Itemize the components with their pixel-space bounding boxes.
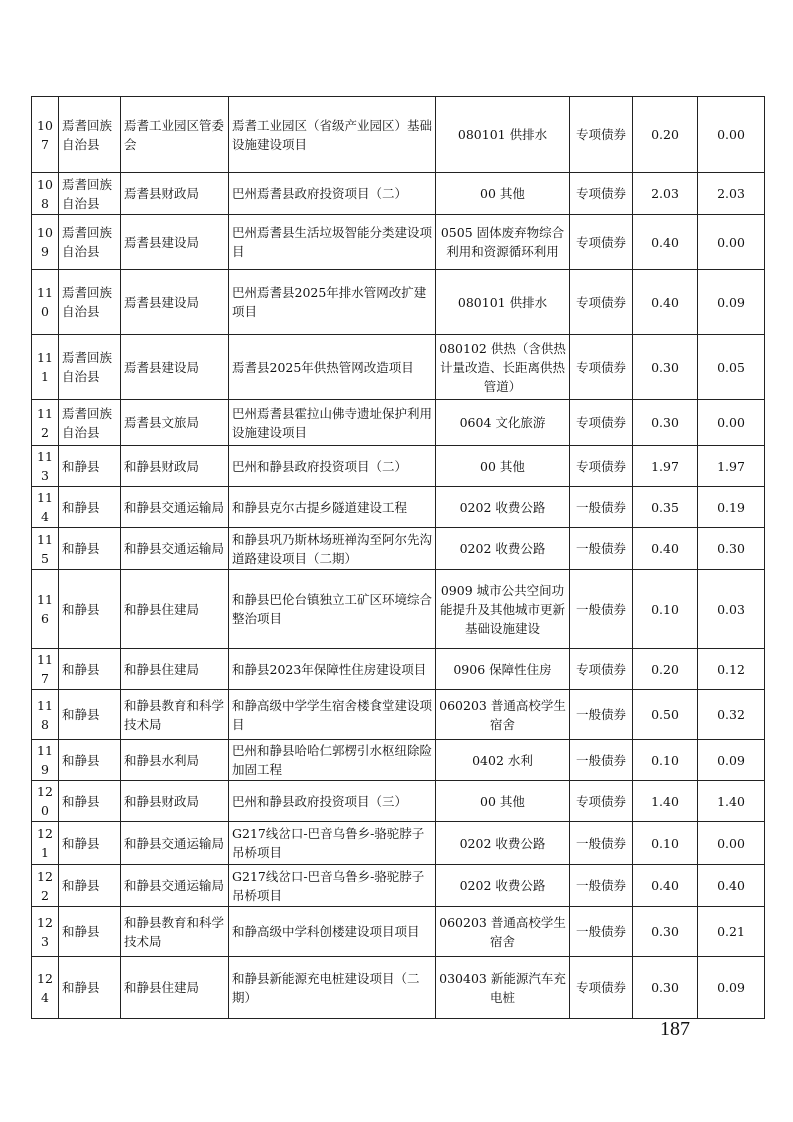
bond-type-cell: 专项债券 bbox=[570, 446, 633, 487]
amount-cell: 0.40 bbox=[633, 528, 698, 570]
row-number: 108 bbox=[32, 173, 59, 215]
bond-type-cell: 专项债券 bbox=[570, 957, 633, 1019]
county-cell: 和静县 bbox=[59, 907, 121, 957]
amount-cell: 0.10 bbox=[633, 740, 698, 781]
row-number: 116 bbox=[32, 570, 59, 649]
department-cell: 焉耆县文旅局 bbox=[121, 400, 229, 446]
amount-cell: 0.12 bbox=[698, 649, 765, 690]
project-name-cell: G217线岔口-巴音乌鲁乡-骆驼脖子吊桥项目 bbox=[229, 865, 436, 907]
bond-type-cell: 一般债券 bbox=[570, 822, 633, 865]
department-cell: 和静县交通运输局 bbox=[121, 865, 229, 907]
category-cell: 060203 普通高校学生宿舍 bbox=[436, 907, 570, 957]
project-name-cell: 和静县巴伦台镇独立工矿区环境综合整治项目 bbox=[229, 570, 436, 649]
project-name-cell: 和静县巩乃斯林场班禅沟至阿尔先沟道路建设项目（二期） bbox=[229, 528, 436, 570]
project-name-cell: 和静县克尔古提乡隧道建设工程 bbox=[229, 487, 436, 528]
amount-cell: 1.97 bbox=[633, 446, 698, 487]
county-cell: 焉耆回族自治县 bbox=[59, 335, 121, 400]
row-number: 124 bbox=[32, 957, 59, 1019]
amount-cell: 1.97 bbox=[698, 446, 765, 487]
amount-cell: 0.30 bbox=[633, 335, 698, 400]
category-cell: 00 其他 bbox=[436, 173, 570, 215]
category-cell: 0202 收费公路 bbox=[436, 487, 570, 528]
bond-type-cell: 专项债券 bbox=[570, 215, 633, 270]
page-number: 187 bbox=[660, 1018, 690, 1040]
amount-cell: 0.00 bbox=[698, 97, 765, 173]
project-name-cell: 巴州焉耆县政府投资项目（二） bbox=[229, 173, 436, 215]
table-row bbox=[32, 400, 765, 446]
department-cell: 和静县交通运输局 bbox=[121, 487, 229, 528]
project-name-cell: 巴州和静县政府投资项目（二） bbox=[229, 446, 436, 487]
amount-cell: 0.05 bbox=[698, 335, 765, 400]
row-number: 109 bbox=[32, 215, 59, 270]
bond-type-cell: 一般债券 bbox=[570, 690, 633, 740]
row-number: 123 bbox=[32, 907, 59, 957]
county-cell: 和静县 bbox=[59, 957, 121, 1019]
row-number: 119 bbox=[32, 740, 59, 781]
bond-type-cell: 专项债券 bbox=[570, 781, 633, 822]
amount-cell: 2.03 bbox=[633, 173, 698, 215]
county-cell: 和静县 bbox=[59, 528, 121, 570]
department-cell: 和静县交通运输局 bbox=[121, 822, 229, 865]
department-cell: 和静县交通运输局 bbox=[121, 528, 229, 570]
department-cell: 焉耆工业园区管委会 bbox=[121, 97, 229, 173]
county-cell: 和静县 bbox=[59, 740, 121, 781]
county-cell: 和静县 bbox=[59, 446, 121, 487]
amount-cell: 0.40 bbox=[633, 215, 698, 270]
project-name-cell: 和静高级中学科创楼建设项目项目 bbox=[229, 907, 436, 957]
county-cell: 和静县 bbox=[59, 649, 121, 690]
category-cell: 0909 城市公共空间功能提升及其他城市更新基础设施建设 bbox=[436, 570, 570, 649]
table-row bbox=[32, 215, 765, 270]
amount-cell: 0.40 bbox=[633, 865, 698, 907]
bond-type-cell: 专项债券 bbox=[570, 335, 633, 400]
amount-cell: 0.20 bbox=[633, 649, 698, 690]
project-name-cell: 巴州焉耆县生活垃圾智能分类建设项目 bbox=[229, 215, 436, 270]
bond-type-cell: 专项债券 bbox=[570, 649, 633, 690]
category-cell: 0202 收费公路 bbox=[436, 822, 570, 865]
department-cell: 焉耆县建设局 bbox=[121, 215, 229, 270]
project-name-cell: 和静县2023年保障性住房建设项目 bbox=[229, 649, 436, 690]
amount-cell: 0.10 bbox=[633, 822, 698, 865]
bond-type-cell: 一般债券 bbox=[570, 570, 633, 649]
table-row bbox=[32, 528, 765, 570]
row-number: 112 bbox=[32, 400, 59, 446]
table-row bbox=[32, 97, 765, 173]
table-row bbox=[32, 865, 765, 907]
table-row bbox=[32, 690, 765, 740]
amount-cell: 0.03 bbox=[698, 570, 765, 649]
table-row bbox=[32, 822, 765, 865]
category-cell: 0604 文化旅游 bbox=[436, 400, 570, 446]
county-cell: 焉耆回族自治县 bbox=[59, 400, 121, 446]
category-cell: 080101 供排水 bbox=[436, 97, 570, 173]
table-row bbox=[32, 740, 765, 781]
project-name-cell: 和静县新能源充电桩建设项目（二期） bbox=[229, 957, 436, 1019]
amount-cell: 0.21 bbox=[698, 907, 765, 957]
table-row bbox=[32, 957, 765, 1019]
row-number: 111 bbox=[32, 335, 59, 400]
amount-cell: 1.40 bbox=[698, 781, 765, 822]
department-cell: 和静县教育和科学技术局 bbox=[121, 907, 229, 957]
project-name-cell: 巴州和静县哈哈仁郭楞引水枢纽除险加固工程 bbox=[229, 740, 436, 781]
amount-cell: 0.32 bbox=[698, 690, 765, 740]
project-name-cell: 巴州焉耆县霍拉山佛寺遗址保护利用设施建设项目 bbox=[229, 400, 436, 446]
amount-cell: 0.40 bbox=[633, 270, 698, 335]
row-number: 113 bbox=[32, 446, 59, 487]
bond-type-cell: 专项债券 bbox=[570, 97, 633, 173]
department-cell: 和静县住建局 bbox=[121, 570, 229, 649]
category-cell: 080102 供热（含供热计量改造、长距离供热管道） bbox=[436, 335, 570, 400]
table-body bbox=[32, 97, 765, 1019]
county-cell: 和静县 bbox=[59, 781, 121, 822]
row-number: 115 bbox=[32, 528, 59, 570]
county-cell: 和静县 bbox=[59, 822, 121, 865]
department-cell: 焉耆县建设局 bbox=[121, 335, 229, 400]
table-row bbox=[32, 649, 765, 690]
amount-cell: 1.40 bbox=[633, 781, 698, 822]
bond-type-cell: 一般债券 bbox=[570, 907, 633, 957]
table-row bbox=[32, 173, 765, 215]
bond-type-cell: 一般债券 bbox=[570, 740, 633, 781]
amount-cell: 0.09 bbox=[698, 270, 765, 335]
project-name-cell: 巴州焉耆县2025年排水管网改扩建项目 bbox=[229, 270, 436, 335]
county-cell: 和静县 bbox=[59, 487, 121, 528]
amount-cell: 0.30 bbox=[633, 400, 698, 446]
row-number: 114 bbox=[32, 487, 59, 528]
bond-type-cell: 专项债券 bbox=[570, 400, 633, 446]
bond-type-cell: 一般债券 bbox=[570, 487, 633, 528]
row-number: 118 bbox=[32, 690, 59, 740]
department-cell: 和静县财政局 bbox=[121, 781, 229, 822]
county-cell: 和静县 bbox=[59, 570, 121, 649]
county-cell: 焉耆回族自治县 bbox=[59, 215, 121, 270]
table-row bbox=[32, 907, 765, 957]
row-number: 122 bbox=[32, 865, 59, 907]
category-cell: 080101 供排水 bbox=[436, 270, 570, 335]
amount-cell: 0.00 bbox=[698, 215, 765, 270]
county-cell: 和静县 bbox=[59, 690, 121, 740]
county-cell: 焉耆回族自治县 bbox=[59, 173, 121, 215]
amount-cell: 0.30 bbox=[633, 907, 698, 957]
project-name-cell: 和静高级中学学生宿舍楼食堂建设项目 bbox=[229, 690, 436, 740]
county-cell: 焉耆回族自治县 bbox=[59, 270, 121, 335]
project-name-cell: 焉耆工业园区（省级产业园区）基础设施建设项目 bbox=[229, 97, 436, 173]
department-cell: 焉耆县建设局 bbox=[121, 270, 229, 335]
category-cell: 0505 固体废弃物综合利用和资源循环利用 bbox=[436, 215, 570, 270]
table-row bbox=[32, 335, 765, 400]
department-cell: 和静县教育和科学技术局 bbox=[121, 690, 229, 740]
amount-cell: 0.00 bbox=[698, 822, 765, 865]
amount-cell: 0.09 bbox=[698, 740, 765, 781]
amount-cell: 0.30 bbox=[633, 957, 698, 1019]
row-number: 120 bbox=[32, 781, 59, 822]
category-cell: 00 其他 bbox=[436, 446, 570, 487]
department-cell: 和静县住建局 bbox=[121, 649, 229, 690]
amount-cell: 0.10 bbox=[633, 570, 698, 649]
table-row bbox=[32, 570, 765, 649]
row-number: 107 bbox=[32, 97, 59, 173]
amount-cell: 0.20 bbox=[633, 97, 698, 173]
amount-cell: 0.09 bbox=[698, 957, 765, 1019]
project-name-cell: G217线岔口-巴音乌鲁乡-骆驼脖子吊桥项目 bbox=[229, 822, 436, 865]
department-cell: 焉耆县财政局 bbox=[121, 173, 229, 215]
row-number: 117 bbox=[32, 649, 59, 690]
project-name-cell: 焉耆县2025年供热管网改造项目 bbox=[229, 335, 436, 400]
county-cell: 焉耆回族自治县 bbox=[59, 97, 121, 173]
row-number: 121 bbox=[32, 822, 59, 865]
bond-type-cell: 专项债券 bbox=[570, 173, 633, 215]
table-row bbox=[32, 270, 765, 335]
amount-cell: 2.03 bbox=[698, 173, 765, 215]
amount-cell: 0.40 bbox=[698, 865, 765, 907]
category-cell: 030403 新能源汽车充电桩 bbox=[436, 957, 570, 1019]
department-cell: 和静县住建局 bbox=[121, 957, 229, 1019]
project-name-cell: 巴州和静县政府投资项目（三） bbox=[229, 781, 436, 822]
category-cell: 0202 收费公路 bbox=[436, 865, 570, 907]
amount-cell: 0.19 bbox=[698, 487, 765, 528]
department-cell: 和静县财政局 bbox=[121, 446, 229, 487]
category-cell: 060203 普通高校学生宿舍 bbox=[436, 690, 570, 740]
table-row bbox=[32, 487, 765, 528]
amount-cell: 0.00 bbox=[698, 400, 765, 446]
department-cell: 和静县水利局 bbox=[121, 740, 229, 781]
bond-type-cell: 专项债券 bbox=[570, 270, 633, 335]
category-cell: 0402 水利 bbox=[436, 740, 570, 781]
amount-cell: 0.35 bbox=[633, 487, 698, 528]
category-cell: 0202 收费公路 bbox=[436, 528, 570, 570]
category-cell: 0906 保障性住房 bbox=[436, 649, 570, 690]
table-row bbox=[32, 781, 765, 822]
row-number: 110 bbox=[32, 270, 59, 335]
amount-cell: 0.50 bbox=[633, 690, 698, 740]
bond-type-cell: 一般债券 bbox=[570, 528, 633, 570]
bond-type-cell: 一般债券 bbox=[570, 865, 633, 907]
county-cell: 和静县 bbox=[59, 865, 121, 907]
amount-cell: 0.30 bbox=[698, 528, 765, 570]
category-cell: 00 其他 bbox=[436, 781, 570, 822]
bond-project-table bbox=[31, 96, 765, 1019]
table-row bbox=[32, 446, 765, 487]
